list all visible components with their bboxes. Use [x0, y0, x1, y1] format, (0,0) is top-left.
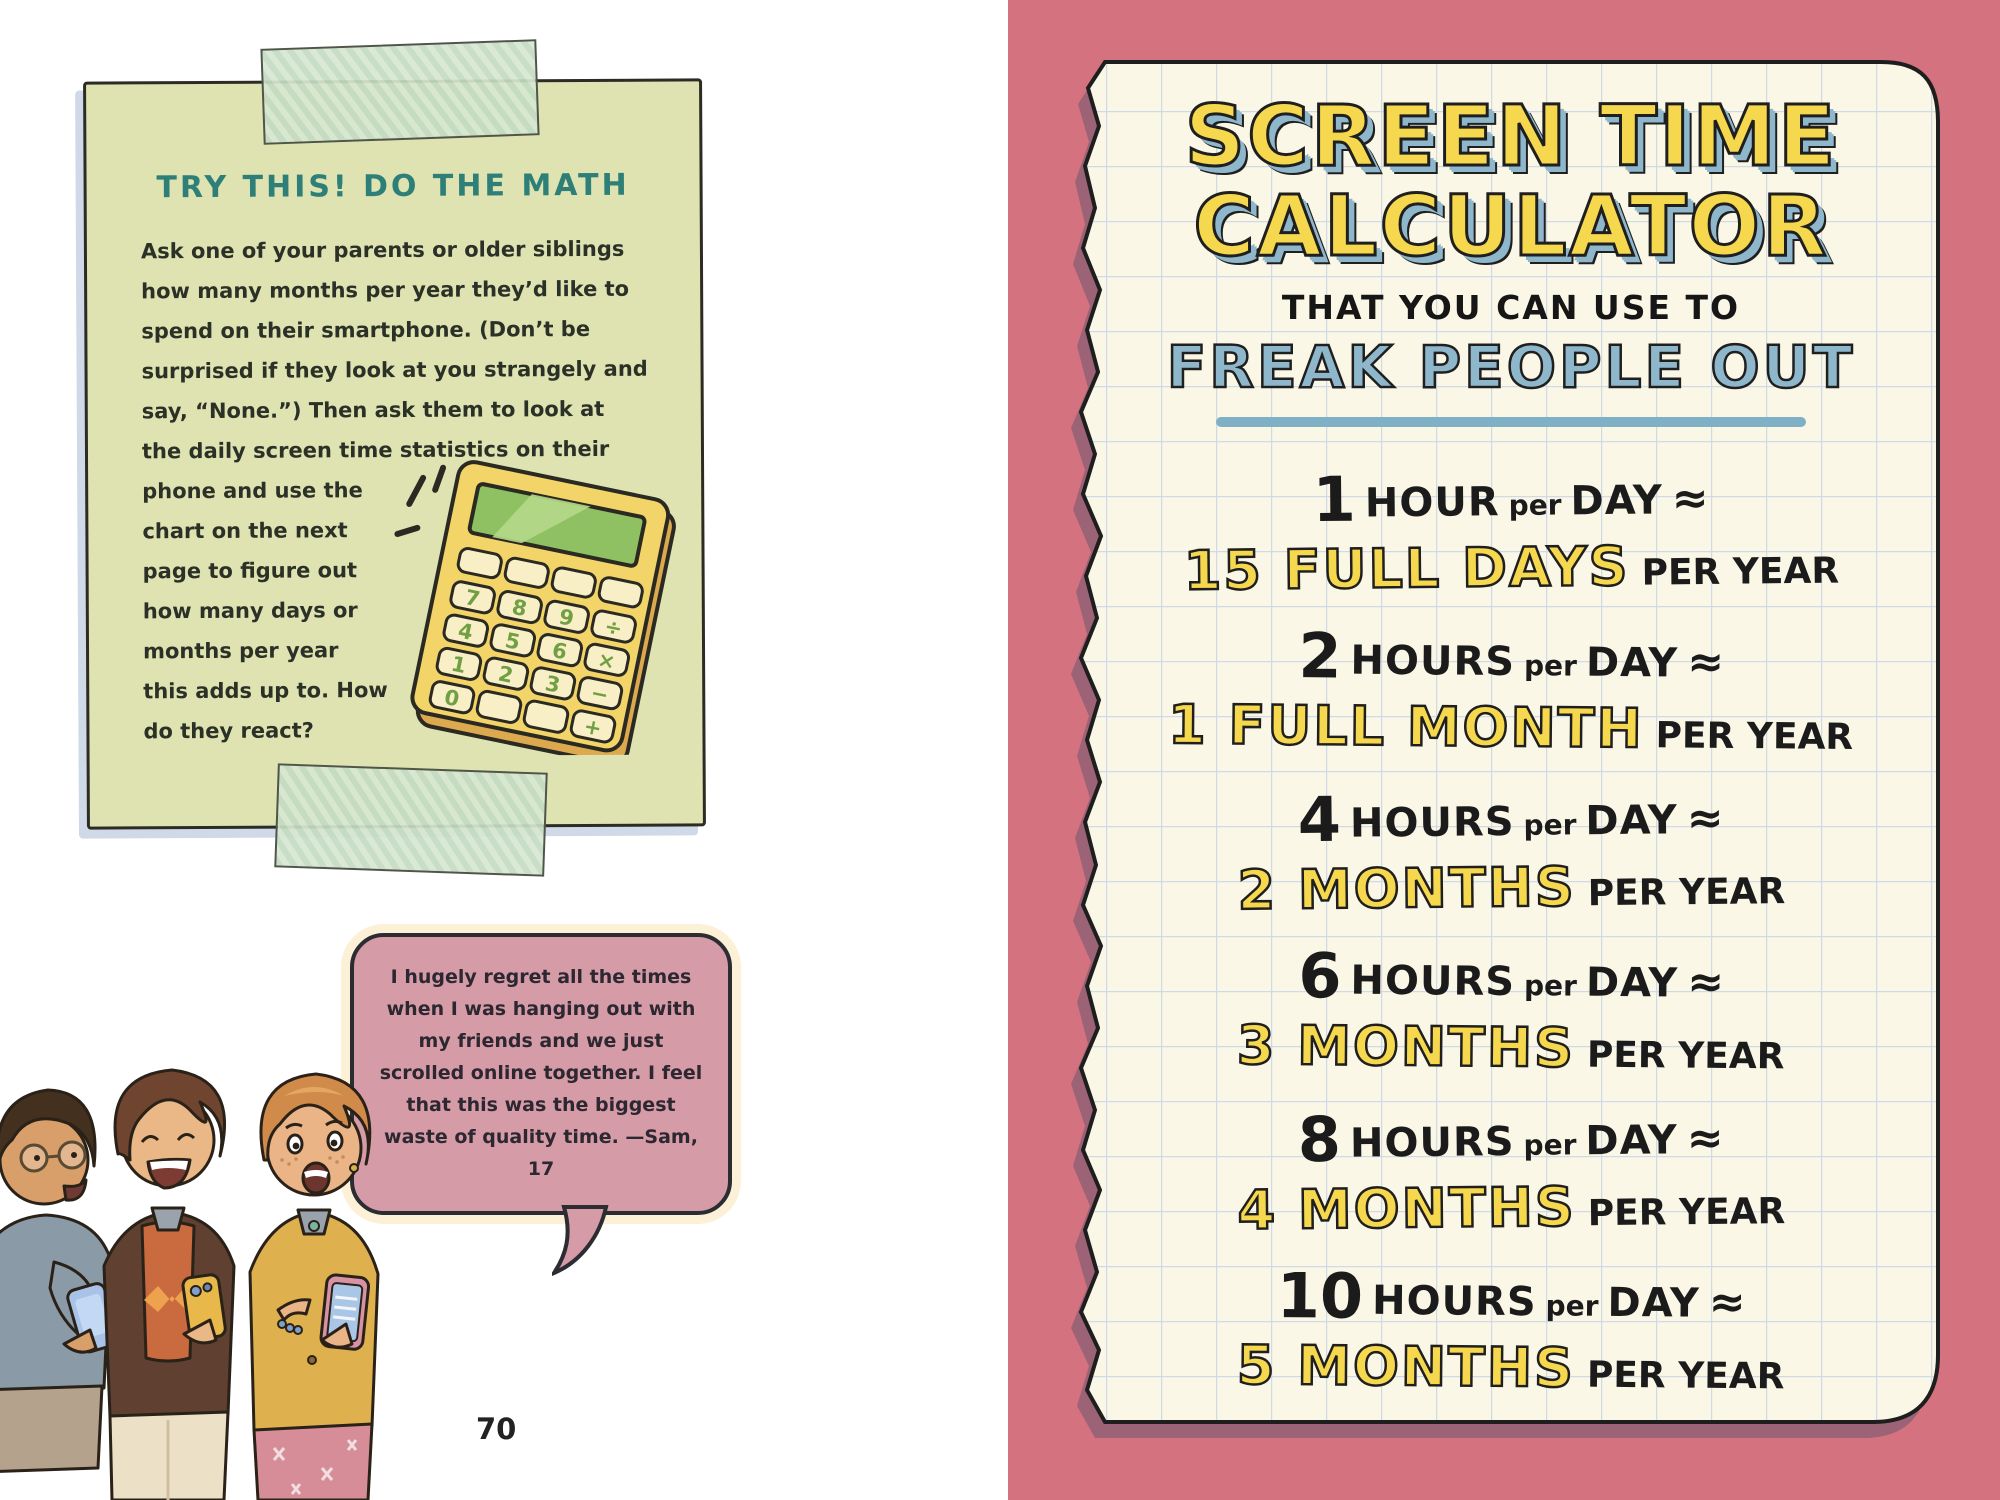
note-body-text: Ask one of your parents or older siblings how many months per year they’d like to spend on their smartphone. (Don’t be surprised if they look at you strangely and say, “None.”) Then ask them to look at the daily screen time statistics on their: [140, 236, 648, 464]
poster-subtitle-emphasis: FREAK PEOPLE OUT: [1166, 332, 1856, 401]
svg-text:6: 6: [549, 637, 570, 665]
svg-text:9: 9: [556, 604, 577, 632]
teens-with-phones-illustration: [0, 1048, 444, 1500]
svg-text:−: −: [588, 680, 611, 708]
washi-tape-bottom: [274, 763, 547, 876]
svg-text:2: 2: [496, 661, 516, 688]
svg-text:5: 5: [502, 628, 523, 655]
svg-text:3: 3: [543, 671, 563, 698]
underline-rule: [1216, 417, 1806, 427]
calculator-illustration: [389, 454, 691, 760]
svg-text:4: 4: [455, 618, 476, 645]
emphasis-dashes: [397, 468, 443, 534]
right-page: [1008, 0, 2000, 1500]
svg-text:0: 0: [442, 684, 462, 712]
conversion-row-2: 2 HOURS per DAY ≈ 1 FULL MONTH PER YEAR: [1167, 618, 1854, 760]
conversion-row-4: 6 HOURS per DAY ≈ 3 MONTHS PER YEAR: [1236, 938, 1785, 1080]
poster-title-line1: SCREEN TIME: [1184, 87, 1838, 185]
note-heading: TRY THIS! DO THE MATH: [156, 167, 630, 206]
note-body-row: [142, 468, 691, 761]
speech-bubble-tail: [552, 1205, 616, 1281]
svg-text:1: 1: [449, 651, 469, 679]
conversion-row-3: 4 HOURS per DAY ≈ 2 MONTHS PER YEAR: [1237, 782, 1786, 922]
conversion-row-1: 1 HOUR per DAY ≈ 15 FULL DAYS PER YEAR: [1183, 462, 1840, 603]
green-sticky-note: [83, 78, 706, 829]
conversion-row-5: 8 HOURS per DAY ≈ 4 MONTHS PER YEAR: [1237, 1102, 1786, 1242]
svg-text:8: 8: [509, 594, 530, 622]
poster-subtitle: THAT YOU CAN USE TO: [1281, 287, 1741, 327]
svg-text:÷: ÷: [602, 613, 625, 642]
page-number: 70: [476, 1412, 517, 1446]
svg-text:7: 7: [462, 585, 483, 612]
conversion-row-6: 10 HOURS per DAY ≈ 5 MONTHS PER YEAR: [1236, 1258, 1785, 1400]
quote-text: I hugely regret all the times when I was hanging out with my friends and we just scrolled online together. I feel that this was the biggest waste of quality time. —Sam, 17: [379, 966, 703, 1180]
poster-title-line2: CALCULATOR: [1193, 176, 1829, 275]
calculator-poster: [1043, 50, 1953, 1440]
svg-text:+: +: [581, 713, 604, 741]
note-body-text-2: phone and use the chart on the next page to figure out how many days or months per year this adds up to. How do they react?: [142, 478, 388, 744]
washi-tape-top: [260, 39, 539, 145]
svg-text:×: ×: [595, 647, 618, 675]
conversion-list: [1087, 461, 1935, 1399]
